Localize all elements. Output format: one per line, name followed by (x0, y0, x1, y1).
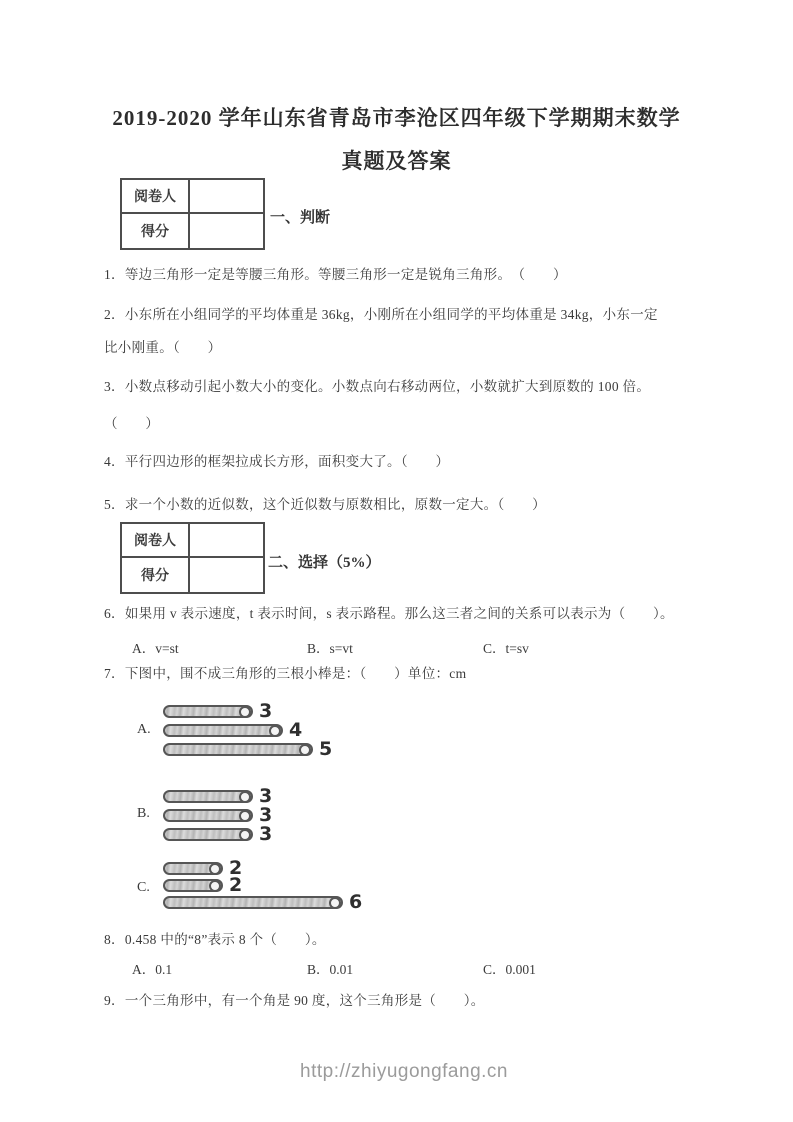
stick-group-c (163, 857, 363, 913)
page-title-line1: 2019-2020 学年山东省青岛市李沧区四年级下学期期末数学 (112, 106, 681, 130)
question-5: 5．求一个小数的近似数，这个近似数与原数相比，原数一定大。（ ） (104, 497, 546, 512)
stick-length-label: 3 (259, 804, 273, 826)
question-1: 1．等边三角形一定是等腰三角形。等腰三角形一定是锐角三角形。 （ ） (104, 267, 567, 282)
stick-endcap (239, 810, 251, 822)
stick-group-c-label: C. (137, 880, 150, 895)
question-2-line1: 2．小东所在小组同学的平均体重是 36kg，小刚所在小组同学的平均体重是 34kg，小东一定 (104, 307, 658, 322)
question-8-options (0, 958, 793, 976)
score-box-1 (120, 178, 265, 250)
stick-row (163, 891, 363, 913)
stick-row (163, 740, 332, 759)
option-8c: C．0.001 (483, 962, 536, 977)
stick-length-label: 5 (319, 738, 333, 760)
stick-row (163, 874, 362, 896)
stick-length-label: 4 (289, 719, 303, 741)
stick-group-a-label: A. (137, 722, 151, 737)
stick-row (163, 857, 362, 879)
stick (163, 705, 253, 718)
reviewer-value-cell (190, 524, 263, 558)
option-8b: B．0.01 (307, 962, 354, 977)
stick-length-label: 2 (229, 874, 243, 896)
stick-endcap (299, 744, 311, 756)
stick-row (163, 787, 272, 806)
question-6-options (0, 637, 793, 655)
stick-length-label: 3 (259, 700, 273, 722)
option-6a: A．v=st (132, 641, 179, 656)
reviewer-label: 阅卷人 (122, 524, 190, 558)
question-2-line2: 比小刚重。（ ） (104, 340, 222, 355)
question-3-answer-blank: （ ） (104, 416, 160, 431)
stick (163, 896, 343, 909)
score-value-cell (190, 558, 263, 592)
stick (163, 743, 313, 756)
reviewer-label: 阅卷人 (122, 180, 190, 214)
stick-group-b (163, 787, 272, 844)
question-6: 6．如果用 v 表示速度，t 表示时间，s 表示路程。那么这三者之间的关系可以表示为（ ）。 (104, 606, 674, 621)
stick-length-label: 2 (229, 857, 243, 879)
stick-length-label: 6 (349, 891, 363, 913)
stick (163, 828, 253, 841)
question-4: 4．平行四边形的框架拉成长方形，面积变大了。（ ） (104, 454, 450, 469)
question-3-line1: 3．小数点移动引起小数大小的变化。小数点向右移动两位，小数就扩大到原数的 100 倍。 (104, 379, 651, 394)
score-box-2 (120, 522, 265, 594)
stick (163, 862, 223, 875)
option-6c: C．t=sv (483, 641, 529, 656)
stick-row (163, 806, 272, 825)
watermark-url: http://zhiyugongfang.cn (300, 1061, 508, 1082)
option-8a: A．0.1 (132, 962, 173, 977)
stick-endcap (209, 880, 221, 892)
stick (163, 809, 253, 822)
section-heading-choice: 二、选择（5%） (268, 555, 381, 571)
stick-endcap (269, 725, 281, 737)
section-heading-judgment: 一、判断 (270, 210, 331, 226)
reviewer-value-cell (190, 180, 263, 214)
stick-endcap (239, 706, 251, 718)
stick-group-b-label: B. (137, 806, 150, 821)
option-6b: B．s=vt (307, 641, 353, 656)
page-title-line2: 真题及答案 (341, 149, 452, 173)
question-8: 8．0.458 中的“8”表示 8 个（ ）。 (104, 932, 326, 947)
stick-row (163, 721, 332, 740)
stick-length-label: 3 (259, 785, 273, 807)
stick-endcap (329, 897, 341, 909)
question-9: 9．一个三角形中，有一个角是 90 度，这个三角形是（ ）。 (104, 993, 485, 1008)
stick (163, 879, 223, 892)
score-label: 得分 (122, 558, 190, 592)
score-label: 得分 (122, 214, 190, 248)
stick-row (163, 702, 332, 721)
stick-length-label: 3 (259, 823, 273, 845)
stick-row (163, 825, 272, 844)
score-value-cell (190, 214, 263, 248)
stick-endcap (239, 829, 251, 841)
stick-endcap (239, 791, 251, 803)
stick-endcap (209, 863, 221, 875)
stick (163, 790, 253, 803)
stick-group-a (163, 702, 332, 759)
stick (163, 724, 283, 737)
question-7: 7．下图中，围不成三角形的三根小棒是：（ ）单位：cm (104, 666, 467, 681)
